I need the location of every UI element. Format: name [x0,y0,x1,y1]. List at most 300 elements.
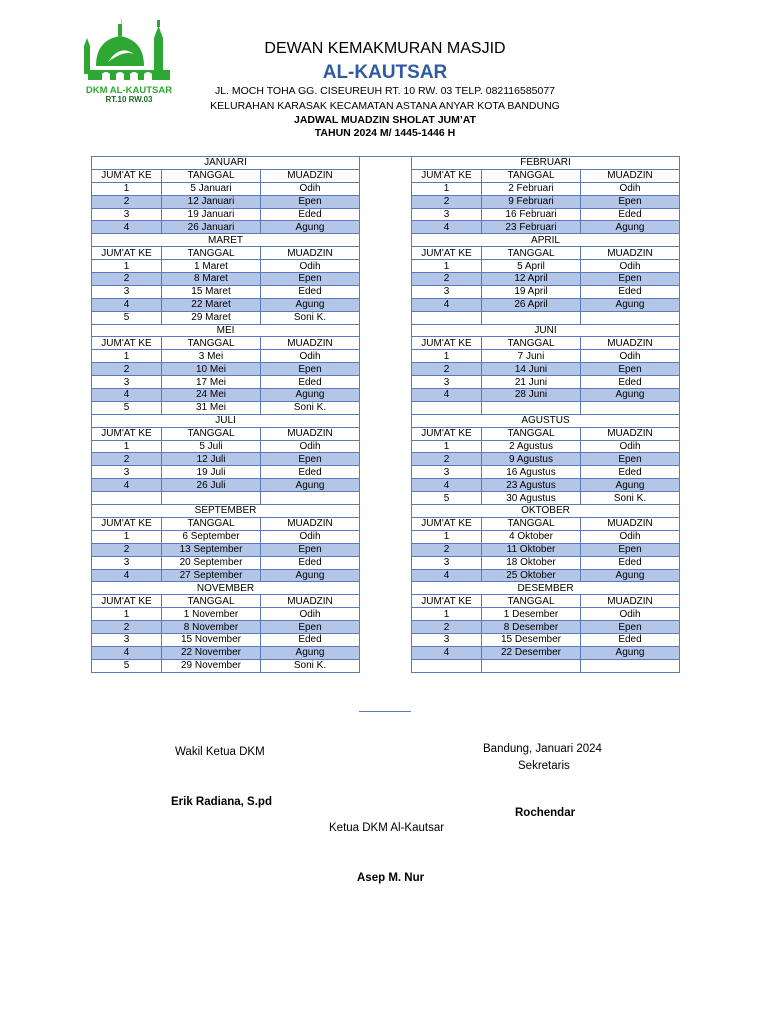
table-row [92,633,360,646]
cell-tanggal: 14 Juni [482,363,581,376]
table-row [92,260,360,273]
cell-tanggal: 11 Oktober [482,543,581,556]
cell-tanggal: 19 Juli [162,466,261,479]
cell-muadzin: Epen [261,543,360,556]
dkm-logo [78,14,180,104]
col-header-tanggal: TANGGAL [162,247,261,260]
schedule-title: JADWAL MUADZIN SHOLAT JUM’AT [294,114,476,126]
cell-muadzin: Eded [261,556,360,569]
table-row [92,659,360,672]
cell-tanggal: 16 Februari [482,208,581,221]
table-row [412,401,680,414]
table-row [412,440,680,453]
cell-jumat-ke: 4 [412,298,482,311]
table-header-row [92,337,360,350]
cell-muadzin: Eded [581,376,680,389]
cell-tanggal: 8 Desember [482,621,581,634]
cell-jumat-ke: 1 [92,608,162,621]
table-row [92,311,360,324]
cell-tanggal: 1 Desember [482,608,581,621]
cell-jumat-ke: 1 [412,350,482,363]
col-header-jumat-ke: JUM'AT KE [92,595,162,608]
cell-tanggal: 12 Juli [162,453,261,466]
cell-muadzin: Eded [261,208,360,221]
table-row [92,530,360,543]
table-row [92,208,360,221]
cell-muadzin: Epen [581,195,680,208]
table-row [412,569,680,582]
cell-muadzin: Eded [581,285,680,298]
cell-tanggal: 19 April [482,285,581,298]
cell-muadzin: Epen [261,363,360,376]
cell-muadzin: Eded [581,556,680,569]
table-row [92,273,360,286]
cell-muadzin: Eded [261,376,360,389]
col-header-muadzin: MUADZIN [261,337,360,350]
table-header-row [92,595,360,608]
cell-jumat-ke: 2 [412,195,482,208]
table-row [412,350,680,363]
cell-tanggal: 1 Maret [162,260,261,273]
place-date: Bandung, Januari 2024 [483,743,602,755]
table-row [92,376,360,389]
table-row [412,621,680,634]
col-header-tanggal: TANGGAL [482,247,581,260]
cell-jumat-ke: 2 [412,363,482,376]
table-row [412,298,680,311]
cell-tanggal: 30 Agustus [482,492,581,505]
table-header-row [412,517,680,530]
col-header-muadzin: MUADZIN [581,517,680,530]
cell-tanggal: 18 Oktober [482,556,581,569]
cell-tanggal: 31 Mei [162,401,261,414]
schedule-table-right [411,156,680,673]
cell-muadzin: Agung [581,479,680,492]
cell-jumat-ke: 3 [92,376,162,389]
sekretaris-title: Sekretaris [518,760,570,772]
table-row [92,350,360,363]
cell-jumat-ke: 5 [92,311,162,324]
table-row [92,569,360,582]
month-title: OKTOBER [412,505,680,518]
ketua-name: Asep M. Nur [357,872,425,884]
col-header-jumat-ke: JUM'AT KE [412,517,482,530]
cell-jumat-ke: 3 [412,376,482,389]
table-row [92,646,360,659]
cell-jumat-ke: 3 [412,556,482,569]
table-header-row [412,595,680,608]
table-row [92,285,360,298]
table-row [92,401,360,414]
month-title: MARET [92,234,360,247]
cell-tanggal: 21 Juni [482,376,581,389]
cell-jumat-ke: 5 [412,492,482,505]
cell-tanggal: 2 Februari [482,182,581,195]
cell-tanggal: 29 November [162,659,261,672]
table-row [412,633,680,646]
cell-jumat-ke [92,492,162,505]
col-header-jumat-ke: JUM'AT KE [412,427,482,440]
col-header-tanggal: TANGGAL [162,427,261,440]
cell-tanggal: 15 Maret [162,285,261,298]
col-header-tanggal: TANGGAL [482,337,581,350]
cell-muadzin: Odih [581,530,680,543]
schedule-table-left [91,156,360,673]
table-row [92,556,360,569]
cell-tanggal [482,311,581,324]
cell-muadzin: Odih [261,530,360,543]
col-header-jumat-ke: JUM'AT KE [412,169,482,182]
col-header-muadzin: MUADZIN [581,247,680,260]
cell-muadzin: Odih [261,182,360,195]
cell-jumat-ke: 3 [412,285,482,298]
col-header-jumat-ke: JUM'AT KE [92,427,162,440]
cell-jumat-ke [412,401,482,414]
cell-muadzin: Odih [581,182,680,195]
col-header-tanggal: TANGGAL [482,517,581,530]
cell-jumat-ke: 2 [92,543,162,556]
cell-tanggal: 1 November [162,608,261,621]
cell-muadzin [261,492,360,505]
col-header-muadzin: MUADZIN [581,595,680,608]
cell-tanggal: 20 September [162,556,261,569]
cell-tanggal [482,659,581,672]
col-header-jumat-ke: JUM'AT KE [92,517,162,530]
col-header-muadzin: MUADZIN [261,517,360,530]
month-title: SEPTEMBER [92,505,360,518]
table-header-row [412,337,680,350]
cell-jumat-ke: 4 [412,569,482,582]
table-row [92,363,360,376]
cell-muadzin: Epen [581,543,680,556]
cell-muadzin: Odih [581,440,680,453]
cell-jumat-ke: 1 [92,260,162,273]
cell-tanggal: 19 Januari [162,208,261,221]
cell-muadzin: Eded [261,285,360,298]
month-title: NOVEMBER [92,582,360,595]
cell-muadzin [581,401,680,414]
table-row [92,543,360,556]
table-row [412,646,680,659]
cell-jumat-ke: 3 [92,556,162,569]
cell-jumat-ke: 5 [92,659,162,672]
cell-muadzin [581,311,680,324]
cell-muadzin: Epen [581,273,680,286]
cell-jumat-ke: 2 [92,453,162,466]
cell-jumat-ke: 4 [412,479,482,492]
cell-jumat-ke: 2 [412,543,482,556]
cell-muadzin: Eded [581,633,680,646]
table-row [412,659,680,672]
cell-muadzin: Agung [261,298,360,311]
cell-tanggal: 15 November [162,633,261,646]
cell-muadzin: Odih [581,260,680,273]
cell-tanggal: 8 November [162,621,261,634]
cell-muadzin: Eded [261,466,360,479]
schedule-year: TAHUN 2024 M/ 1445-1446 H [314,127,456,139]
cell-tanggal: 27 September [162,569,261,582]
table-header-row [412,247,680,260]
cell-muadzin: Eded [581,208,680,221]
col-header-jumat-ke: JUM'AT KE [92,337,162,350]
cell-muadzin: Soni K. [581,492,680,505]
cell-tanggal: 9 Februari [482,195,581,208]
cell-tanggal: 10 Mei [162,363,261,376]
cell-muadzin: Agung [581,298,680,311]
col-header-tanggal: TANGGAL [162,169,261,182]
table-row [92,440,360,453]
cell-jumat-ke: 1 [412,260,482,273]
cell-muadzin: Epen [581,363,680,376]
table-row [412,376,680,389]
col-header-muadzin: MUADZIN [261,595,360,608]
cell-jumat-ke: 1 [92,350,162,363]
cell-tanggal: 25 Oktober [482,569,581,582]
cell-jumat-ke: 2 [92,363,162,376]
cell-muadzin: Agung [261,221,360,234]
col-header-tanggal: TANGGAL [482,169,581,182]
cell-muadzin [581,659,680,672]
cell-tanggal: 16 Agustus [482,466,581,479]
cell-jumat-ke: 2 [92,195,162,208]
table-row [92,466,360,479]
cell-tanggal: 7 Juni [482,350,581,363]
cell-jumat-ke: 1 [92,530,162,543]
month-title: MEI [92,324,360,337]
cell-jumat-ke: 1 [412,608,482,621]
month-title: APRIL [412,234,680,247]
header-name: AL-KAUTSAR [322,62,448,83]
col-header-muadzin: MUADZIN [581,337,680,350]
cell-jumat-ke: 5 [92,401,162,414]
cell-jumat-ke: 4 [412,389,482,402]
cell-tanggal: 26 April [482,298,581,311]
month-title: DESEMBER [412,582,680,595]
cell-tanggal: 29 Maret [162,311,261,324]
cell-muadzin: Eded [581,466,680,479]
table-row [412,363,680,376]
cell-jumat-ke: 4 [92,389,162,402]
cell-muadzin: Odih [261,608,360,621]
table-header-row [412,427,680,440]
logo-text-rt: RT.10 RW.03 [105,95,153,104]
cell-jumat-ke: 1 [412,182,482,195]
table-row [92,298,360,311]
cell-muadzin: Odih [581,350,680,363]
cell-tanggal: 24 Mei [162,389,261,402]
col-header-jumat-ke: JUM'AT KE [92,247,162,260]
table-row [412,389,680,402]
table-row [92,621,360,634]
cell-jumat-ke: 4 [92,298,162,311]
table-row [412,492,680,505]
table-header-row [92,247,360,260]
col-header-jumat-ke: JUM'AT KE [92,169,162,182]
cell-tanggal: 6 September [162,530,261,543]
cell-tanggal: 23 Februari [482,221,581,234]
cell-jumat-ke: 1 [412,530,482,543]
header-org: DEWAN KEMAKMURAN MASJID [264,40,506,57]
cell-tanggal: 5 Januari [162,182,261,195]
col-header-jumat-ke: JUM'AT KE [412,595,482,608]
cell-muadzin: Agung [581,646,680,659]
table-row [92,479,360,492]
cell-jumat-ke: 2 [412,273,482,286]
cell-tanggal: 22 November [162,646,261,659]
table-row [92,453,360,466]
cell-jumat-ke: 2 [412,453,482,466]
wakil-ketua-title: Wakil Ketua DKM [175,746,265,758]
cell-tanggal: 9 Agustus [482,453,581,466]
cell-muadzin: Agung [581,389,680,402]
col-header-tanggal: TANGGAL [162,517,261,530]
cell-muadzin: Agung [261,569,360,582]
cell-muadzin: Agung [581,221,680,234]
cell-tanggal: 23 Agustus [482,479,581,492]
cell-jumat-ke: 3 [92,466,162,479]
cell-tanggal: 22 Desember [482,646,581,659]
table-row [412,285,680,298]
cell-jumat-ke: 4 [412,646,482,659]
month-title: JUNI [412,324,680,337]
table-row [412,466,680,479]
cell-tanggal: 3 Mei [162,350,261,363]
logo-text-main: DKM AL-KAUTSAR [85,85,173,96]
table-row [412,221,680,234]
table-row [412,208,680,221]
table-row [412,453,680,466]
cell-tanggal [482,401,581,414]
table-row [412,543,680,556]
cell-jumat-ke: 4 [92,646,162,659]
cell-tanggal: 15 Desember [482,633,581,646]
table-gap [359,156,411,712]
cell-jumat-ke: 4 [412,221,482,234]
cell-muadzin: Soni K. [261,659,360,672]
table-row [412,608,680,621]
table-row [92,195,360,208]
cell-tanggal: 22 Maret [162,298,261,311]
col-header-muadzin: MUADZIN [261,247,360,260]
cell-muadzin: Agung [261,389,360,402]
table-header-row [92,517,360,530]
cell-muadzin: Epen [261,273,360,286]
cell-jumat-ke: 2 [92,621,162,634]
cell-jumat-ke: 3 [92,633,162,646]
cell-jumat-ke: 2 [92,273,162,286]
cell-tanggal: 8 Maret [162,273,261,286]
cell-muadzin: Soni K. [261,401,360,414]
cell-muadzin: Epen [581,621,680,634]
month-title: FEBRUARI [412,157,680,170]
month-title: JANUARI [92,157,360,170]
cell-tanggal: 17 Mei [162,376,261,389]
cell-tanggal: 5 Juli [162,440,261,453]
cell-jumat-ke: 2 [412,621,482,634]
table-row [92,182,360,195]
col-header-tanggal: TANGGAL [482,595,581,608]
cell-jumat-ke: 4 [92,221,162,234]
wakil-ketua-name: Erik Radiana, S.pd [171,796,272,808]
month-title: AGUSTUS [412,414,680,427]
table-row [92,389,360,402]
cell-jumat-ke: 1 [412,440,482,453]
sekretaris-name: Rochendar [515,807,576,819]
cell-muadzin: Epen [261,453,360,466]
cell-jumat-ke: 1 [92,440,162,453]
table-row [92,492,360,505]
cell-jumat-ke: 3 [412,633,482,646]
cell-jumat-ke: 3 [92,208,162,221]
cell-muadzin: Soni K. [261,311,360,324]
table-row [412,556,680,569]
col-header-tanggal: TANGGAL [162,337,261,350]
table-row [412,182,680,195]
header-address-2: KELURAHAN KARASAK KECAMATAN ASTANA ANYAR KOTA BANDUNG [210,100,560,112]
table-header-row [412,169,680,182]
cell-tanggal: 5 April [482,260,581,273]
cell-muadzin: Agung [261,479,360,492]
cell-tanggal: 26 Juli [162,479,261,492]
cell-tanggal: 26 Januari [162,221,261,234]
cell-jumat-ke: 3 [92,285,162,298]
month-title: JULI [92,414,360,427]
cell-tanggal: 2 Agustus [482,440,581,453]
cell-jumat-ke [412,311,482,324]
cell-muadzin: Epen [261,195,360,208]
table-row [412,479,680,492]
cell-tanggal: 4 Oktober [482,530,581,543]
cell-jumat-ke: 3 [412,466,482,479]
cell-jumat-ke: 4 [92,569,162,582]
cell-jumat-ke [412,659,482,672]
cell-jumat-ke: 4 [92,479,162,492]
cell-muadzin: Agung [581,569,680,582]
col-header-muadzin: MUADZIN [261,169,360,182]
cell-muadzin: Eded [261,633,360,646]
cell-muadzin: Odih [261,260,360,273]
cell-muadzin: Epen [581,453,680,466]
col-header-tanggal: TANGGAL [482,427,581,440]
cell-tanggal: 12 April [482,273,581,286]
table-row [412,273,680,286]
cell-tanggal: 28 Juni [482,389,581,402]
table-row [412,311,680,324]
cell-jumat-ke: 3 [412,208,482,221]
col-header-tanggal: TANGGAL [162,595,261,608]
cell-muadzin: Odih [261,440,360,453]
cell-muadzin: Odih [261,350,360,363]
table-row [92,221,360,234]
table-row [412,530,680,543]
table-header-row [92,169,360,182]
table-row [92,608,360,621]
col-header-jumat-ke: JUM'AT KE [412,337,482,350]
table-header-row [92,427,360,440]
cell-muadzin: Agung [261,646,360,659]
cell-tanggal: 13 September [162,543,261,556]
ketua-title: Ketua DKM Al-Kautsar [329,822,445,834]
col-header-jumat-ke: JUM'AT KE [412,247,482,260]
cell-tanggal: 12 Januari [162,195,261,208]
col-header-muadzin: MUADZIN [581,427,680,440]
table-row [412,260,680,273]
cell-jumat-ke: 1 [92,182,162,195]
cell-muadzin: Odih [581,608,680,621]
col-header-muadzin: MUADZIN [581,169,680,182]
cell-tanggal [162,492,261,505]
table-row [412,195,680,208]
